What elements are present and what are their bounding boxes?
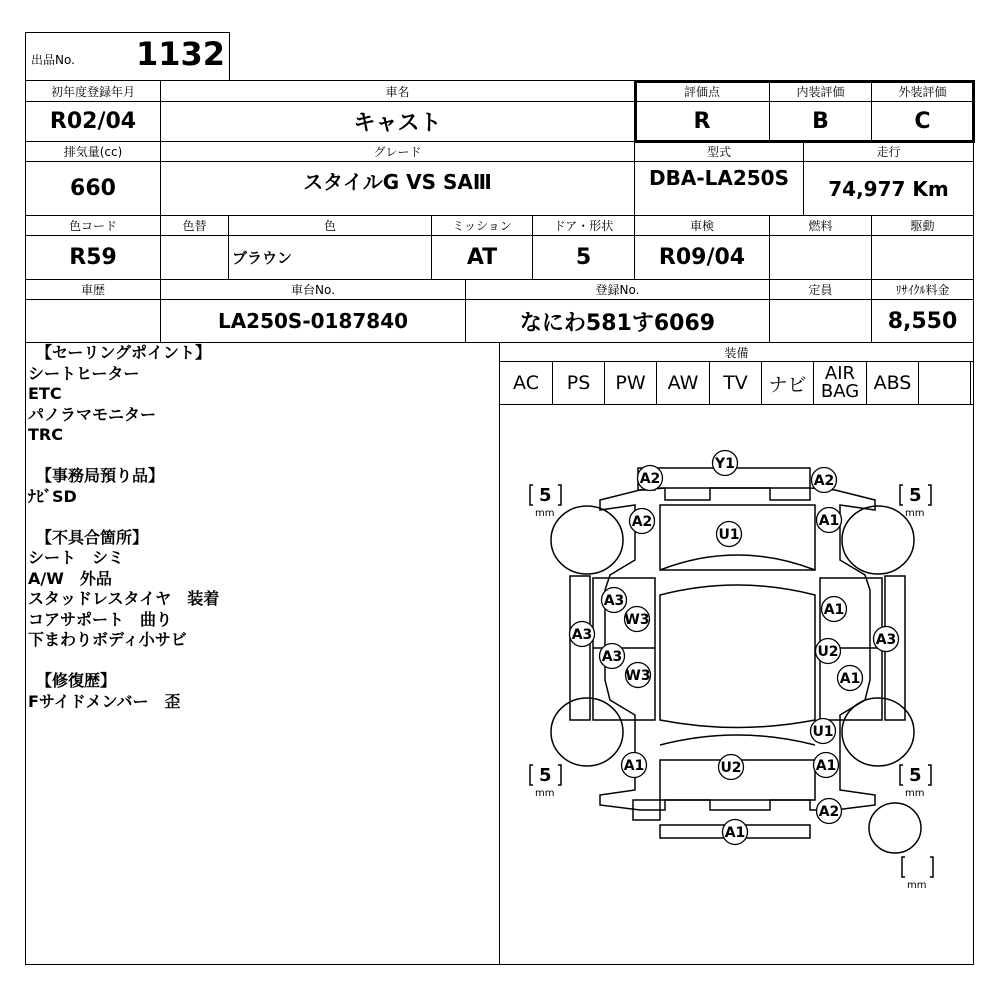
car-name-label: 車名 <box>161 81 635 102</box>
color-code-label: 色コード <box>26 216 161 236</box>
note-line <box>28 446 498 467</box>
equip-abs: ABS <box>867 362 919 404</box>
equip-tv: TV <box>710 362 762 404</box>
equip-empty <box>919 362 971 404</box>
damage-mark <box>622 753 647 778</box>
damage-mark-label: A1 <box>823 602 845 618</box>
damage-mark <box>816 639 841 664</box>
note-line: スタッドレスタイヤ 装着 <box>28 589 220 608</box>
inspection-label: 車検 <box>635 216 770 236</box>
damage-mark-label: A1 <box>839 671 861 687</box>
door-label: ドア・形状 <box>533 216 635 236</box>
damage-mark <box>719 755 744 780</box>
exterior-label: 外装評価 <box>872 81 973 102</box>
note-line: ﾅﾋﾞSD <box>28 486 77 506</box>
damage-mark-label: A1 <box>724 825 746 841</box>
damage-mark-label: Y1 <box>715 456 735 472</box>
lot-number-box <box>25 32 230 81</box>
damage-mark <box>838 666 863 691</box>
car-name-value: キャスト <box>161 102 635 142</box>
damage-mark <box>812 468 837 493</box>
damage-mark-label: W3 <box>624 612 650 628</box>
damage-mark <box>570 622 595 647</box>
equipment-label: 装備 <box>500 343 973 362</box>
damage-mark <box>602 588 627 613</box>
mission-value: AT <box>432 236 533 280</box>
plate-label: 登録No. <box>466 280 770 300</box>
grade-value: スタイルG VS SAⅢ <box>161 162 635 216</box>
mileage-label: 走行 <box>804 142 973 162</box>
equip-bag: BAG <box>820 381 860 402</box>
interior-label: 内装評価 <box>770 81 872 102</box>
unit-fl: mm <box>535 508 555 519</box>
chassis-value: LA250S-0187840 <box>161 300 466 343</box>
color-label: 色 <box>229 216 432 236</box>
damage-mark <box>817 508 842 533</box>
damage-mark <box>625 663 650 688</box>
damage-mark <box>624 607 649 632</box>
damage-mark <box>814 753 839 778</box>
damage-mark <box>822 597 847 622</box>
grade-label: グレード <box>161 142 635 162</box>
unit-rr: mm <box>905 788 925 799</box>
tread-rl: 5 <box>539 765 552 786</box>
note-line: TRC <box>28 425 63 444</box>
lot-label: 出品No. <box>31 53 75 67</box>
interior-value: B <box>770 102 872 142</box>
lot-number: 1132 <box>136 35 226 73</box>
note-line <box>28 651 498 672</box>
unit-spare: mm <box>907 880 927 891</box>
damage-mark-label: U1 <box>718 527 740 543</box>
equip-air: AIR <box>824 363 856 384</box>
unit-rl: mm <box>535 788 555 799</box>
damage-mark-label: U2 <box>720 760 742 776</box>
damage-mark <box>723 820 748 845</box>
equip-airbag <box>814 362 867 404</box>
damage-mark <box>874 627 899 652</box>
damage-mark <box>630 509 655 534</box>
inspection-value: R09/04 <box>635 236 770 280</box>
damage-mark-label: A2 <box>639 471 661 487</box>
mileage-value: 74,977 Km <box>804 162 973 216</box>
plate-value: なにわ581す6069 <box>466 300 770 343</box>
history-value <box>26 300 161 343</box>
score-frame <box>634 80 975 143</box>
tread-fl: 5 <box>539 485 552 506</box>
damage-mark-label: U2 <box>817 644 839 660</box>
note-line: 【不具合箇所】 <box>28 527 149 547</box>
color-change-value <box>161 236 229 280</box>
note-line: パノラマモニター <box>28 404 157 424</box>
equip-ac: AC <box>500 362 553 404</box>
capacity-label: 定員 <box>770 280 872 300</box>
damage-mark-label: A1 <box>815 758 837 774</box>
damage-mark <box>717 522 742 547</box>
notes-section <box>28 343 498 712</box>
recycle-label: ﾘｻｲｸﾙ料金 <box>872 280 973 300</box>
chassis-label: 車台No. <box>161 280 466 300</box>
damage-mark-label: A1 <box>623 758 645 774</box>
note-line: 【修復歴】 <box>28 671 117 690</box>
displacement-value: 660 <box>26 162 161 216</box>
note-line: シート シミ <box>28 548 125 567</box>
damage-mark <box>811 719 836 744</box>
damage-mark-label: W3 <box>625 668 651 684</box>
damage-mark <box>817 799 842 824</box>
damage-mark <box>638 466 663 491</box>
color-code-value: R59 <box>26 236 161 280</box>
note-line: Fサイドメンバー 歪 <box>28 691 181 711</box>
drive-value <box>872 236 973 280</box>
drive-label: 駆動 <box>872 216 973 236</box>
displacement-label: 排気量(cc) <box>26 142 161 162</box>
damage-mark-label: A2 <box>813 473 835 489</box>
damage-mark-label: A3 <box>601 649 623 665</box>
note-line <box>28 507 498 528</box>
note-line: A/W 外品 <box>28 568 112 588</box>
first-reg-value: R02/04 <box>26 102 161 142</box>
note-line: 下まわりボディ小サビ <box>28 630 187 649</box>
damage-mark-label: A3 <box>571 627 593 643</box>
fuel-label: 燃料 <box>770 216 872 236</box>
mission-label: ミッション <box>432 216 533 236</box>
damage-mark-label: A3 <box>603 593 625 609</box>
equip-ps: PS <box>553 362 605 404</box>
note-line: 【セーリングポイント】 <box>28 343 212 362</box>
first-reg-label: 初年度登録年月 <box>26 81 161 102</box>
equip-navi: ナビ <box>762 362 814 404</box>
damage-mark <box>600 644 625 669</box>
damage-mark-label: A2 <box>631 514 653 530</box>
damage-mark-label: U1 <box>812 724 834 740</box>
model-value: DBA-LA250S <box>635 162 804 216</box>
unit-fr: mm <box>905 508 925 519</box>
fuel-value <box>770 236 872 280</box>
note-line: ETC <box>28 384 62 403</box>
color-value: ブラウン <box>229 236 432 280</box>
car-diagram <box>500 405 973 964</box>
exterior-value: C <box>872 102 973 142</box>
equip-pw: PW <box>605 362 657 404</box>
color-change-label: 色替 <box>161 216 229 236</box>
damage-mark-label: A3 <box>875 632 897 648</box>
history-label: 車歴 <box>26 280 161 300</box>
door-value: 5 <box>533 236 635 280</box>
recycle-value: 8,550 <box>872 300 973 343</box>
damage-mark <box>713 451 738 476</box>
tread-rr: 5 <box>909 765 922 786</box>
damage-mark-label: A1 <box>818 513 840 529</box>
note-line: 【事務局預り品】 <box>28 466 165 485</box>
tread-fr: 5 <box>909 485 922 506</box>
model-label: 型式 <box>635 142 804 162</box>
equip-aw: AW <box>657 362 710 404</box>
score-value: R <box>635 102 770 142</box>
note-line: コアサポート 曲り <box>28 609 173 629</box>
note-line: シートヒーター <box>28 363 140 383</box>
score-label: 評価点 <box>635 81 770 102</box>
damage-mark-label: A2 <box>818 804 840 820</box>
capacity-value <box>770 300 872 343</box>
